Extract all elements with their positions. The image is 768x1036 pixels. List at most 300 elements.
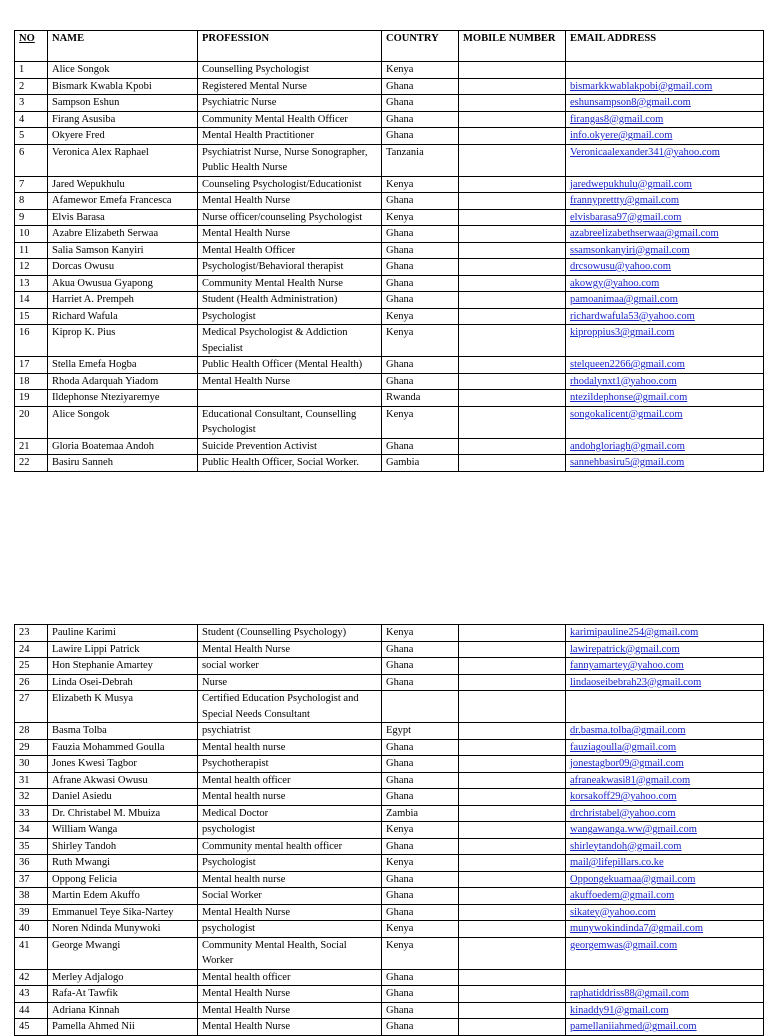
row-name: Rafa-At Tawfik xyxy=(48,986,198,1003)
row-profession: Mental health officer xyxy=(198,772,382,789)
email-link[interactable]: ntezildephonse@gmail.com xyxy=(570,392,688,403)
row-number: 10 xyxy=(15,226,48,243)
row-name: Alice Songok xyxy=(48,62,198,79)
row-profession: Social Worker xyxy=(198,888,382,905)
row-email xyxy=(566,789,764,806)
row-profession: psychologist xyxy=(198,822,382,839)
table-row xyxy=(15,625,764,642)
row-country: Kenya xyxy=(382,308,459,325)
email-link[interactable]: songokalicent@gmail.com xyxy=(570,408,683,420)
table-body xyxy=(15,62,764,472)
table-row xyxy=(15,78,764,95)
email-link[interactable]: kinaddy91@gmail.com xyxy=(570,1004,669,1016)
email-link[interactable]: jaredwepukhulu@gmail.com xyxy=(570,178,692,190)
row-profession: social worker xyxy=(198,658,382,675)
row-name: Stella Emefa Hogba xyxy=(48,357,198,374)
row-mobile xyxy=(459,937,566,969)
email-link[interactable]: afraneakwasi81@gmail.com xyxy=(570,774,691,786)
row-mobile xyxy=(459,390,566,407)
row-name: George Mwangi xyxy=(48,937,198,969)
row-country: Ghana xyxy=(382,226,459,243)
row-profession: Mental Health Officer xyxy=(198,242,382,259)
table-row xyxy=(15,904,764,921)
row-country: Ghana xyxy=(382,1019,459,1036)
table-row xyxy=(15,937,764,969)
row-name: Harriet A. Prempeh xyxy=(48,292,198,309)
table-row xyxy=(15,1019,764,1036)
row-profession: Psychotherapist xyxy=(198,756,382,773)
table-row xyxy=(15,969,764,986)
table-row xyxy=(15,723,764,740)
row-profession: Mental Health Practitioner xyxy=(198,128,382,145)
row-email xyxy=(566,691,764,723)
row-mobile xyxy=(459,176,566,193)
table-row xyxy=(15,308,764,325)
row-country: Ghana xyxy=(382,193,459,210)
row-email xyxy=(566,193,764,210)
row-number: 30 xyxy=(15,756,48,773)
row-country: Ghana xyxy=(382,357,459,374)
directory-table-1 xyxy=(14,30,764,472)
table-row xyxy=(15,822,764,839)
row-name: Akua Owusua Gyapong xyxy=(48,275,198,292)
row-country: Ghana xyxy=(382,78,459,95)
row-country: Ghana xyxy=(382,111,459,128)
email-link[interactable]: akowgy@yahoo.com xyxy=(570,277,660,289)
row-profession: Counselling Psychologist xyxy=(198,62,382,79)
table-row xyxy=(15,772,764,789)
row-number: 36 xyxy=(15,855,48,872)
row-country: Ghana xyxy=(382,772,459,789)
row-email xyxy=(566,111,764,128)
row-number: 27 xyxy=(15,691,48,723)
row-number: 21 xyxy=(15,438,48,455)
row-email xyxy=(566,226,764,243)
row-name: Alice Songok xyxy=(48,406,198,438)
email-link[interactable]: sikatey@yahoo.com xyxy=(570,906,656,918)
email-link[interactable]: eshunsampson8@gmail.com xyxy=(570,97,691,108)
table-row xyxy=(15,691,764,723)
row-mobile xyxy=(459,772,566,789)
row-profession: Registered Mental Nurse xyxy=(198,78,382,95)
row-number: 3 xyxy=(15,95,48,112)
table-row xyxy=(15,373,764,390)
row-name: Basiru Sanneh xyxy=(48,455,198,472)
email-link[interactable]: elvisbarasa97@gmail.com xyxy=(570,211,682,223)
row-country: Kenya xyxy=(382,921,459,938)
row-name: Jared Wepukhulu xyxy=(48,176,198,193)
row-number: 16 xyxy=(15,325,48,357)
row-name: Afamewor Emefa Francesca xyxy=(48,193,198,210)
row-number: 1 xyxy=(15,62,48,79)
email-link[interactable]: fauziagoulla@gmail.com xyxy=(570,741,677,753)
table-row xyxy=(15,406,764,438)
row-country: Kenya xyxy=(382,937,459,969)
row-mobile xyxy=(459,838,566,855)
table-row xyxy=(15,1002,764,1019)
row-profession: Certified Education Psychologist and Special Needs Consultant xyxy=(198,691,382,723)
row-country: Ghana xyxy=(382,871,459,888)
table-row xyxy=(15,756,764,773)
row-email xyxy=(566,871,764,888)
row-email xyxy=(566,95,764,112)
row-number: 6 xyxy=(15,144,48,176)
row-mobile xyxy=(459,226,566,243)
row-country xyxy=(382,691,459,723)
row-profession: Mental health nurse xyxy=(198,739,382,756)
row-name: Rhoda Adarquah Yiadom xyxy=(48,373,198,390)
row-profession: Community Mental Health, Social Worker xyxy=(198,937,382,969)
row-profession: Student (Counselling Psychology) xyxy=(198,625,382,642)
row-email xyxy=(566,209,764,226)
row-email xyxy=(566,1019,764,1036)
row-profession: Educational Consultant, Counselling Psychologist xyxy=(198,406,382,438)
email-link[interactable]: bismarkkwablakpobi@gmail.com xyxy=(570,80,713,92)
row-country: Ghana xyxy=(382,838,459,855)
row-email xyxy=(566,921,764,938)
row-mobile xyxy=(459,128,566,145)
row-email xyxy=(566,986,764,1003)
row-country: Gambia xyxy=(382,455,459,472)
row-number: 29 xyxy=(15,739,48,756)
row-country: Ghana xyxy=(382,756,459,773)
row-number: 7 xyxy=(15,176,48,193)
row-name: Veronica Alex Raphael xyxy=(48,144,198,176)
email-link[interactable]: andohgloriagh@gmail.com xyxy=(570,440,685,452)
table-row xyxy=(15,658,764,675)
row-number: 9 xyxy=(15,209,48,226)
row-country: Ghana xyxy=(382,128,459,145)
email-link[interactable]: korsakoff29@yahoo.com xyxy=(570,791,677,802)
email-link[interactable]: lindaoseibebrah23@gmail.com xyxy=(570,676,702,688)
table-row xyxy=(15,259,764,276)
row-country: Ghana xyxy=(382,674,459,691)
row-number: 34 xyxy=(15,822,48,839)
row-number: 2 xyxy=(15,78,48,95)
row-email xyxy=(566,625,764,642)
row-country: Zambia xyxy=(382,805,459,822)
row-mobile xyxy=(459,789,566,806)
email-link[interactable]: ssamsonkanyiri@gmail.com xyxy=(570,244,690,256)
row-mobile xyxy=(459,641,566,658)
row-email xyxy=(566,275,764,292)
row-name: Basma Tolba xyxy=(48,723,198,740)
table-row xyxy=(15,144,764,176)
row-mobile xyxy=(459,921,566,938)
row-number: 28 xyxy=(15,723,48,740)
row-name: William Wanga xyxy=(48,822,198,839)
row-email xyxy=(566,325,764,357)
row-country: Ghana xyxy=(382,95,459,112)
row-profession: Public Health Officer, Social Worker. xyxy=(198,455,382,472)
row-email xyxy=(566,1002,764,1019)
row-mobile xyxy=(459,805,566,822)
email-link[interactable]: raphatiddriss88@gmail.com xyxy=(570,988,690,999)
row-mobile xyxy=(459,674,566,691)
row-number: 19 xyxy=(15,390,48,407)
row-name: Lawire Lippi Patrick xyxy=(48,641,198,658)
row-country: Kenya xyxy=(382,62,459,79)
row-country: Ghana xyxy=(382,904,459,921)
col-country-header: COUNTRY xyxy=(382,31,459,62)
row-mobile xyxy=(459,969,566,986)
row-profession: Public Health Officer (Mental Health) xyxy=(198,357,382,374)
row-number: 31 xyxy=(15,772,48,789)
row-number: 44 xyxy=(15,1002,48,1019)
email-link[interactable]: stelqueen2266@gmail.com xyxy=(570,359,685,370)
row-mobile xyxy=(459,209,566,226)
row-email xyxy=(566,176,764,193)
email-link[interactable]: georgemwas@gmail.com xyxy=(570,939,678,951)
row-email xyxy=(566,888,764,905)
row-name: Salia Samson Kanyiri xyxy=(48,242,198,259)
table-row xyxy=(15,838,764,855)
row-name: Ruth Mwangi xyxy=(48,855,198,872)
row-mobile xyxy=(459,325,566,357)
row-mobile xyxy=(459,1002,566,1019)
row-number: 35 xyxy=(15,838,48,855)
row-email xyxy=(566,406,764,438)
table-body xyxy=(15,625,764,1036)
col-no-header: NO xyxy=(15,31,48,62)
row-mobile xyxy=(459,455,566,472)
row-email xyxy=(566,805,764,822)
row-name: Firang Asusiba xyxy=(48,111,198,128)
row-name: Richard Wafula xyxy=(48,308,198,325)
row-mobile xyxy=(459,78,566,95)
row-mobile xyxy=(459,691,566,723)
row-email xyxy=(566,455,764,472)
row-name: Martin Edem Akuffo xyxy=(48,888,198,905)
row-profession: Psychiatrist Nurse, Nurse Sonographer, Public Health Nurse xyxy=(198,144,382,176)
row-country: Ghana xyxy=(382,969,459,986)
row-country: Kenya xyxy=(382,822,459,839)
row-name: Shirley Tandoh xyxy=(48,838,198,855)
email-link[interactable]: drcsowusu@yahoo.com xyxy=(570,261,671,272)
row-profession: Psychologist xyxy=(198,308,382,325)
row-mobile xyxy=(459,193,566,210)
row-email xyxy=(566,838,764,855)
directory-table-2 xyxy=(14,624,764,1036)
col-email-header: EMAIL ADDRESS xyxy=(566,31,764,62)
row-name: Afrane Akwasi Owusu xyxy=(48,772,198,789)
table-row xyxy=(15,888,764,905)
row-name: Noren Ndinda Munywoki xyxy=(48,921,198,938)
email-link[interactable]: fannyamartey@yahoo.com xyxy=(570,660,684,671)
row-mobile xyxy=(459,308,566,325)
row-name: Okyere Fred xyxy=(48,128,198,145)
row-number: 11 xyxy=(15,242,48,259)
row-name: Kiprop K. Pius xyxy=(48,325,198,357)
row-mobile xyxy=(459,144,566,176)
table-row xyxy=(15,111,764,128)
email-link[interactable]: wangawanga.ww@gmail.com xyxy=(570,824,697,835)
row-mobile xyxy=(459,242,566,259)
row-name: Pamella Ahmed Nii xyxy=(48,1019,198,1036)
row-name: Adriana Kinnah xyxy=(48,1002,198,1019)
row-country: Tanzania xyxy=(382,144,459,176)
row-country: Ghana xyxy=(382,275,459,292)
row-country: Ghana xyxy=(382,888,459,905)
row-number: 32 xyxy=(15,789,48,806)
row-country: Egypt xyxy=(382,723,459,740)
row-country: Kenya xyxy=(382,625,459,642)
row-mobile xyxy=(459,739,566,756)
row-mobile xyxy=(459,855,566,872)
row-email xyxy=(566,357,764,374)
row-number: 15 xyxy=(15,308,48,325)
row-number: 23 xyxy=(15,625,48,642)
table-row xyxy=(15,739,764,756)
row-mobile xyxy=(459,904,566,921)
email-link[interactable]: shirleytandoh@gmail.com xyxy=(570,840,682,852)
row-mobile xyxy=(459,275,566,292)
email-link[interactable]: drchristabel@yahoo.com xyxy=(570,807,676,819)
row-profession: Mental health nurse xyxy=(198,789,382,806)
email-link[interactable]: richardwafula53@yahoo.com xyxy=(570,310,695,322)
email-link[interactable]: sannehbasiru5@gmail.com xyxy=(570,457,685,468)
row-profession: Mental Health Nurse xyxy=(198,641,382,658)
email-link[interactable]: pamellaniiahmed@gmail.com xyxy=(570,1021,697,1032)
row-name: Dorcas Owusu xyxy=(48,259,198,276)
row-email xyxy=(566,62,764,79)
row-mobile xyxy=(459,625,566,642)
row-email xyxy=(566,242,764,259)
row-name: Bismark Kwabla Kpobi xyxy=(48,78,198,95)
table-row xyxy=(15,292,764,309)
table-row xyxy=(15,674,764,691)
row-country: Ghana xyxy=(382,259,459,276)
table-row xyxy=(15,871,764,888)
row-name: Merley Adjalogo xyxy=(48,969,198,986)
row-country: Ghana xyxy=(382,373,459,390)
table-row xyxy=(15,390,764,407)
row-email xyxy=(566,78,764,95)
row-name: Oppong Felicia xyxy=(48,871,198,888)
table-row xyxy=(15,242,764,259)
email-link[interactable]: azabreelizabethserwaa@gmail.com xyxy=(570,228,719,239)
row-email xyxy=(566,756,764,773)
row-number: 39 xyxy=(15,904,48,921)
email-link[interactable]: kiproppius3@gmail.com xyxy=(570,327,675,338)
row-email xyxy=(566,723,764,740)
row-mobile xyxy=(459,658,566,675)
row-number: 45 xyxy=(15,1019,48,1036)
row-profession: Mental Health Nurse xyxy=(198,193,382,210)
row-mobile xyxy=(459,111,566,128)
row-number: 33 xyxy=(15,805,48,822)
row-profession: Nurse officer/counseling Psychologist xyxy=(198,209,382,226)
row-email xyxy=(566,855,764,872)
row-profession: Medical Psychologist & Addiction Specialist xyxy=(198,325,382,357)
table-row xyxy=(15,805,764,822)
email-link[interactable]: jonestagbor09@gmail.com xyxy=(570,758,684,769)
email-link[interactable]: rhodalynxt1@yahoo.com xyxy=(570,375,677,387)
email-link[interactable]: lawirepatrick@gmail.com xyxy=(570,643,680,655)
row-email xyxy=(566,373,764,390)
row-profession: Mental Health Nurse xyxy=(198,1002,382,1019)
email-link[interactable]: info.okyere@gmail.com xyxy=(570,130,673,141)
email-link[interactable]: mail@lifepillars.co.ke xyxy=(570,857,664,868)
col-profession-header: PROFESSION xyxy=(198,31,382,62)
row-country: Kenya xyxy=(382,325,459,357)
row-profession: Medical Doctor xyxy=(198,805,382,822)
col-mobile-header: MOBILE NUMBER xyxy=(459,31,566,62)
header-row xyxy=(15,31,764,62)
row-email xyxy=(566,674,764,691)
row-country: Kenya xyxy=(382,176,459,193)
row-number: 37 xyxy=(15,871,48,888)
row-name: Dr. Christabel M. Mbuiza xyxy=(48,805,198,822)
row-number: 12 xyxy=(15,259,48,276)
row-name: Elvis Barasa xyxy=(48,209,198,226)
row-mobile xyxy=(459,95,566,112)
row-profession: Nurse xyxy=(198,674,382,691)
row-number: 20 xyxy=(15,406,48,438)
row-mobile xyxy=(459,822,566,839)
row-country: Ghana xyxy=(382,789,459,806)
row-profession: psychologist xyxy=(198,921,382,938)
row-number: 18 xyxy=(15,373,48,390)
table-row xyxy=(15,193,764,210)
row-name: Sampson Eshun xyxy=(48,95,198,112)
row-mobile xyxy=(459,888,566,905)
row-email xyxy=(566,658,764,675)
row-email xyxy=(566,822,764,839)
email-link[interactable]: pamoanimaa@gmail.com xyxy=(570,294,678,305)
row-profession: Community Mental Health Officer xyxy=(198,111,382,128)
table-row xyxy=(15,641,764,658)
row-profession: Mental Health Nurse xyxy=(198,226,382,243)
email-link[interactable]: Veronicaalexander341@yahoo.com xyxy=(570,146,720,158)
row-profession xyxy=(198,390,382,407)
row-country: Ghana xyxy=(382,739,459,756)
row-mobile xyxy=(459,871,566,888)
table-row xyxy=(15,325,764,357)
email-link[interactable]: karimipauline254@gmail.com xyxy=(570,627,699,638)
row-email xyxy=(566,390,764,407)
row-profession: Suicide Prevention Activist xyxy=(198,438,382,455)
email-link[interactable]: Oppongekuamaa@gmail.com xyxy=(570,873,696,885)
row-email xyxy=(566,144,764,176)
table-row xyxy=(15,438,764,455)
row-profession: psychiatrist xyxy=(198,723,382,740)
row-email xyxy=(566,308,764,325)
row-number: 8 xyxy=(15,193,48,210)
email-link[interactable]: dr.basma.tolba@gmail.com xyxy=(570,725,686,736)
row-email xyxy=(566,292,764,309)
row-name: Daniel Asiedu xyxy=(48,789,198,806)
row-number: 40 xyxy=(15,921,48,938)
row-number: 22 xyxy=(15,455,48,472)
email-link[interactable]: firangas8@gmail.com xyxy=(570,113,664,125)
row-number: 38 xyxy=(15,888,48,905)
email-link[interactable]: munywokindinda7@gmail.com xyxy=(570,923,704,934)
row-number: 17 xyxy=(15,357,48,374)
row-mobile xyxy=(459,723,566,740)
table-row xyxy=(15,226,764,243)
row-profession: Mental Health Nurse xyxy=(198,986,382,1003)
row-email xyxy=(566,438,764,455)
row-country: Kenya xyxy=(382,209,459,226)
row-name: Hon Stephanie Amartey xyxy=(48,658,198,675)
row-mobile xyxy=(459,406,566,438)
email-link[interactable]: akuffoedem@gmail.com xyxy=(570,890,675,901)
email-link[interactable]: frannyprettty@gmail.com xyxy=(570,195,680,206)
row-number: 43 xyxy=(15,986,48,1003)
row-profession: Community Mental Health Nurse xyxy=(198,275,382,292)
row-number: 13 xyxy=(15,275,48,292)
